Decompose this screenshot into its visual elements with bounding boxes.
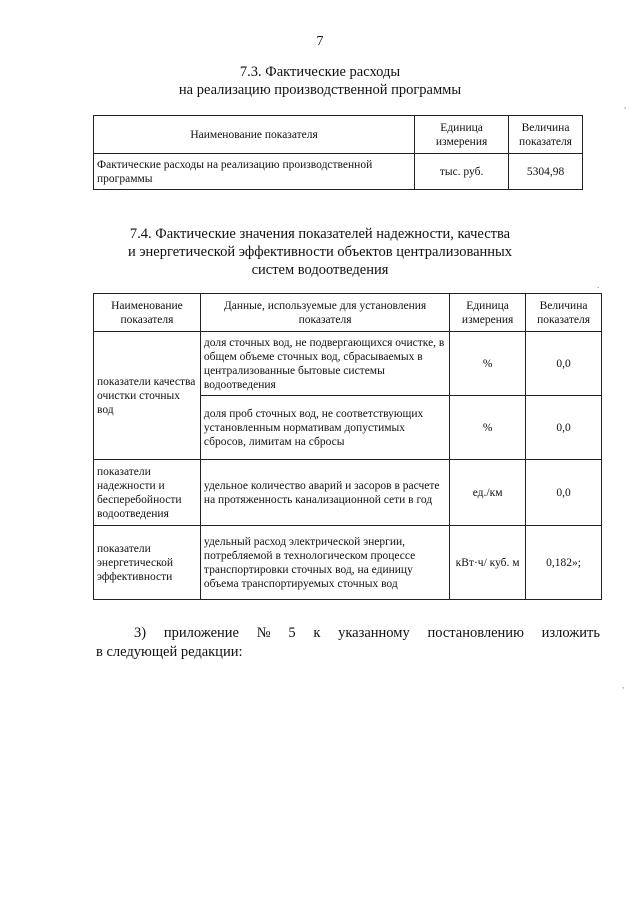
group-name-reliability: показатели надежности и бесперебойности водоотведения: [94, 460, 201, 526]
row-value: 0,0: [526, 332, 602, 396]
header-name: Наименование показателя: [94, 294, 201, 332]
row-data: удельное количество аварий и засоров в расчете на протяженность канализационной сети в год: [200, 460, 449, 526]
amendment-paragraph: [96, 624, 600, 662]
paragraph-word: постановлению: [427, 625, 524, 641]
table-row: [94, 460, 602, 526]
table-row: [94, 154, 583, 190]
row-unit: %: [450, 396, 526, 460]
row-data: доля проб сточных вод, не соответствующих установленным нормативам допустимых сбросов, лимитам на сбросы: [200, 396, 449, 460]
scan-mark: ,: [624, 100, 627, 110]
paragraph-word: изложить: [541, 625, 600, 641]
table-header-row: [94, 294, 602, 332]
section-7-4-title-line: и энергетической эффективности объектов централизованных: [127, 244, 513, 260]
row-data: доля сточных вод, не подвергающихся очистке, в общем объеме сточных вод, сбрасываемых в централизованные бытовые системы водоотведения: [200, 332, 449, 396]
row-unit: кВт·ч/ куб. м: [450, 526, 526, 600]
row-unit: ед./км: [450, 460, 526, 526]
scan-mark: ,: [622, 680, 625, 690]
row-value: 0,0: [526, 396, 602, 460]
group-name-quality: показатели качества очистки сточных вод: [94, 332, 201, 460]
section-7-4-title-line: систем водоотведения: [251, 262, 389, 278]
section-7-3-title: [0, 63, 640, 99]
paragraph-line-1: [96, 624, 600, 643]
group-name-energy: показатели энергетической эффективности: [94, 526, 201, 600]
paragraph-word: указанному: [338, 625, 410, 641]
actual-expenses-table: [93, 115, 583, 190]
header-unit: Единица измерения: [415, 116, 509, 154]
row-data: удельный расход электрической энергии, потребляемой в технологическом процессе транспортировки сточных вод, на единицу объема транспортируемых сточных вод: [200, 526, 449, 600]
section-7-3-title-line: на реализацию производственной программы: [178, 82, 462, 98]
page-number: 7: [316, 34, 324, 49]
table-row: [94, 526, 602, 600]
indicators-table: [93, 293, 602, 600]
row-value: 5304,98: [509, 154, 583, 190]
table-header-row: [94, 116, 583, 154]
paragraph-word: приложение: [163, 625, 239, 641]
paragraph-line-2: в следующей редакции:: [96, 644, 243, 660]
header-value: Величина показателя: [526, 294, 602, 332]
header-name: Наименование показателя: [94, 116, 415, 154]
header-value: Величина показателя: [509, 116, 583, 154]
section-7-4-title: [0, 225, 640, 279]
section-7-4-title-line: 7.4. Фактические значения показателей надежности, качества: [129, 226, 511, 242]
header-data: Данные, используемые для установления показателя: [200, 294, 449, 332]
paragraph-word: №: [256, 625, 271, 641]
row-unit: %: [450, 332, 526, 396]
scan-mark: .: [597, 280, 600, 290]
row-value: 0,182»;: [526, 526, 602, 600]
paragraph-word: к: [313, 625, 321, 641]
row-value: 0,0: [526, 460, 602, 526]
paragraph-word: 5: [288, 625, 296, 641]
header-unit: Единица измерения: [450, 294, 526, 332]
row-unit: тыс. руб.: [415, 154, 509, 190]
table-row: [94, 332, 602, 396]
section-7-3-title-line: 7.3. Фактические расходы: [239, 64, 401, 80]
row-name: Фактические расходы на реализацию производственной программы: [94, 154, 415, 190]
paragraph-word: 3): [134, 625, 147, 641]
